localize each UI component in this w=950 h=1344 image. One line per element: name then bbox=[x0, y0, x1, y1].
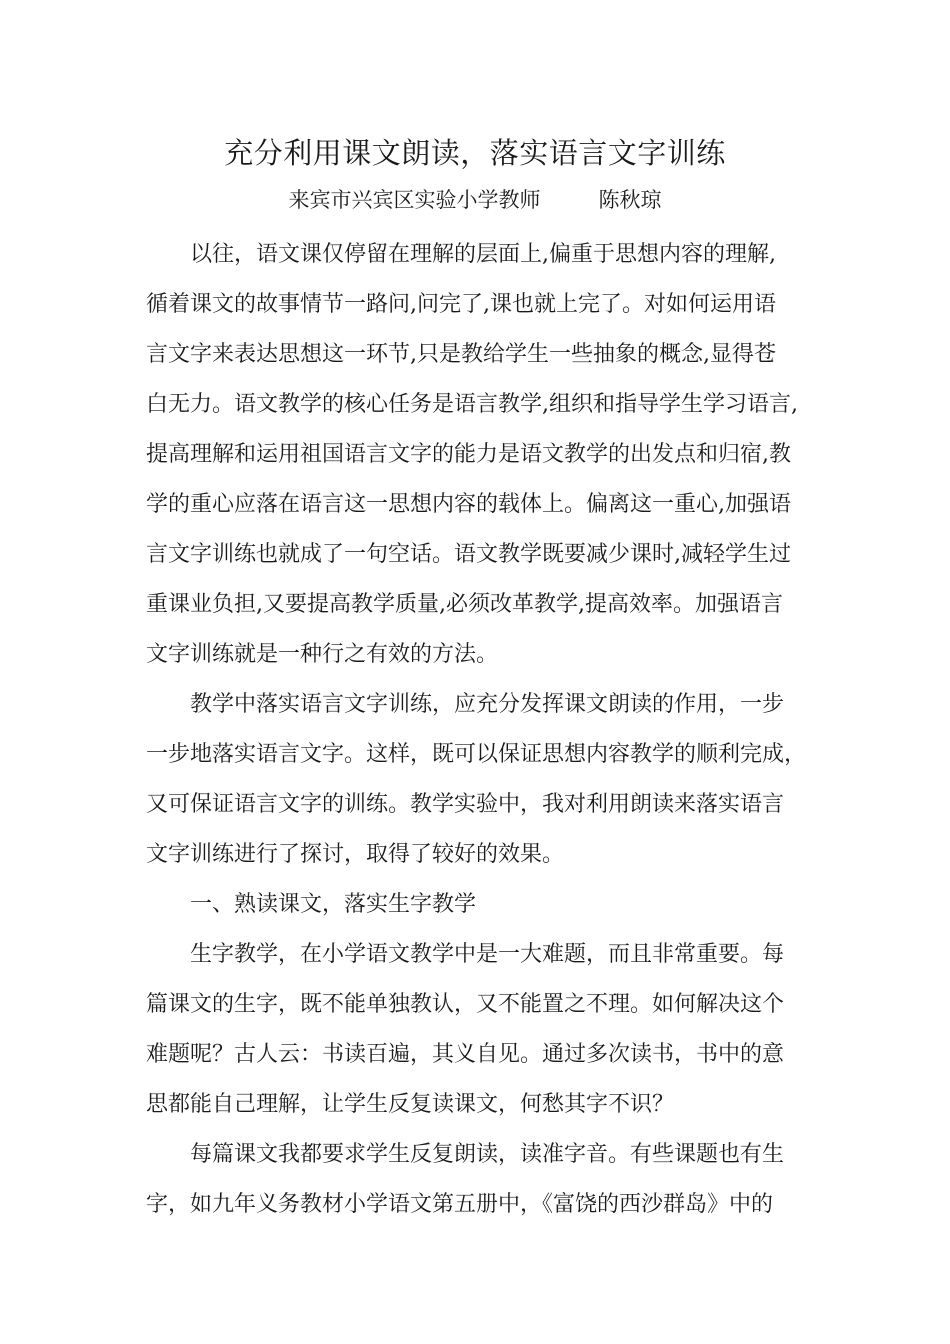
paragraph-line: 提高理解和运用祖国语言文字的能力是语文教学的出发点和归宿,教 bbox=[146, 442, 791, 467]
paragraph-line: 思都能自己理解，让学生反复读课文，何愁其字不识？ bbox=[146, 1092, 675, 1117]
paragraph-line: 字，如九年义务教材小学语文第五册中，《富饶的西沙群岛》中的 bbox=[146, 1192, 774, 1217]
document-title: 充分利用课文朗读，落实语言文字训练 bbox=[224, 136, 726, 170]
paragraph-line: 言文字来表达思想这一环节,只是教给学生一些抽象的概念,显得苍 bbox=[146, 342, 776, 367]
paragraph-line: 一步地落实语言文字。这样，既可以保证思想内容教学的顺利完成， bbox=[146, 742, 807, 767]
paragraph-line: 言文字训练也就成了一句空话。语文教学既要减少课时,减轻学生过 bbox=[146, 542, 791, 567]
paragraph-line: 文字训练就是一种行之有效的方法。 bbox=[146, 642, 499, 667]
paragraph-line: 难题呢？古人云：书读百遍，其义自见。通过多次读书，书中的意 bbox=[146, 1042, 785, 1067]
paragraph-line: 又可保证语言文字的训练。教学实验中，我对利用朗读来落实语言 bbox=[146, 792, 785, 817]
author-byline bbox=[0, 184, 950, 216]
paragraph-line: 以往，语文课仅停留在理解的层面上,偏重于思想内容的理解, bbox=[190, 242, 776, 267]
paragraph-line: 文字训练进行了探讨，取得了较好的效果。 bbox=[146, 842, 565, 867]
paragraph-line: 每篇课文我都要求学生反复朗读，读准字音。有些课题也有生 bbox=[190, 1142, 785, 1167]
author-name: 陈秋琼 bbox=[598, 188, 662, 212]
paragraph-line: 生字教学，在小学语文教学中是一大难题，而且非常重要。每 bbox=[190, 942, 785, 967]
paragraph-line: 重课业负担,又要提高教学质量,必须改革教学,提高效率。加强语言 bbox=[146, 592, 783, 617]
author-organization: 来宾市兴宾区实验小学教师 bbox=[288, 188, 541, 212]
paragraph-line: 白无力。语文教学的核心任务是语言教学,组织和指导学生学习语言, bbox=[146, 392, 798, 417]
paragraph-line: 学的重心应落在语言这一思想内容的载体上。偏离这一重心,加强语 bbox=[146, 492, 791, 517]
section-heading: 一、熟读课文，落实生字教学 bbox=[190, 892, 477, 917]
paragraph-line: 篇课文的生字，既不能单独教认，又不能置之不理。如何解决这个 bbox=[146, 992, 785, 1017]
paragraph-line: 教学中落实语言文字训练，应充分发挥课文朗读的作用，一步 bbox=[190, 692, 785, 717]
paragraph-line: 循着课文的故事情节一路问,问完了,课也就上完了。对如何运用语 bbox=[146, 292, 776, 317]
body-text bbox=[146, 230, 816, 1230]
